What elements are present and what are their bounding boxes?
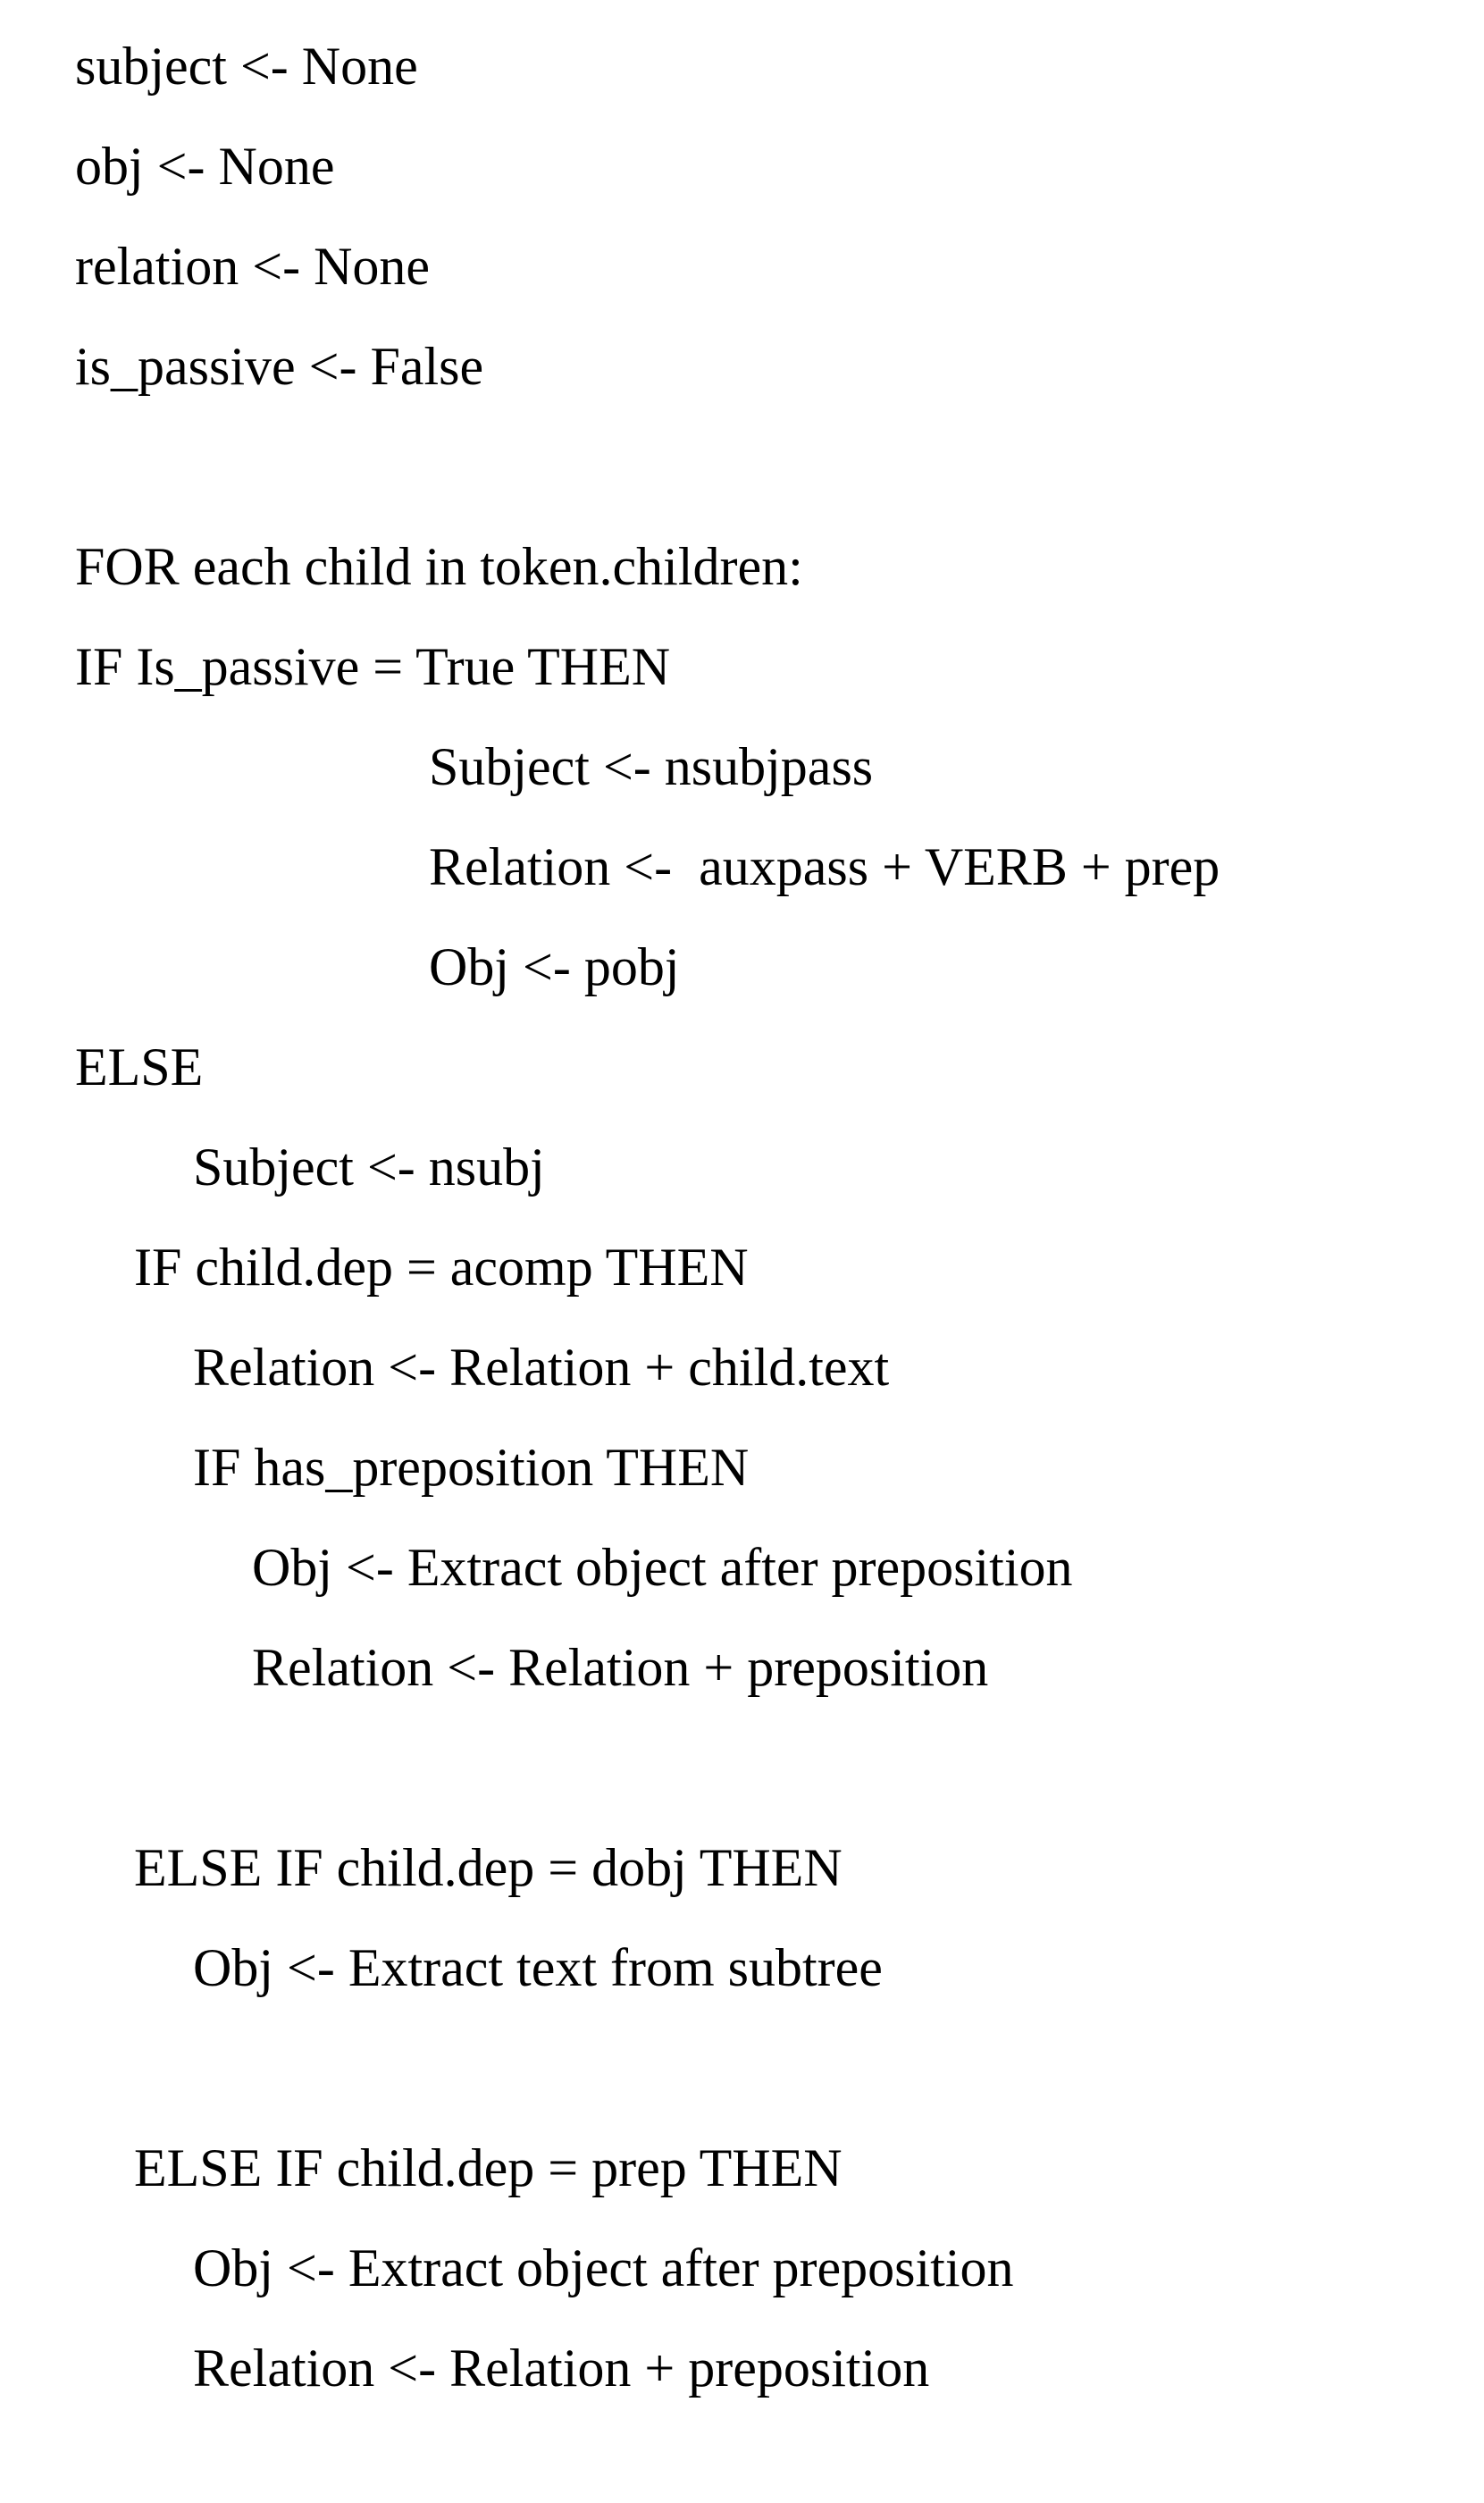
code-line-init-relation: relation <- None [75, 237, 431, 296]
code-line-elif-prep: ELSE IF child.dep = prep THEN [134, 2138, 843, 2197]
code-line-init-is-passive: is_passive <- False [75, 337, 484, 396]
code-line-if-passive: IF Is_passive = True THEN [75, 637, 671, 696]
code-line-if-acomp: IF child.dep = acomp THEN [134, 1238, 749, 1297]
code-line-passive-subject: Subject <- nsubjpass [429, 737, 874, 796]
code-line-acomp-prep-relation: Relation <- Relation + preposition [252, 1638, 989, 1697]
code-line-acomp-obj: Obj <- Extract object after preposition [252, 1538, 1073, 1597]
code-line-elif-dobj: ELSE IF child.dep = dobj THEN [134, 1838, 843, 1897]
code-line-init-obj: obj <- None [75, 137, 335, 196]
code-line-acomp-relation: Relation <- Relation + child.text [193, 1338, 890, 1397]
code-line-passive-obj: Obj <- pobj [429, 937, 680, 996]
code-line-for-loop: FOR each child in token.children: [75, 537, 803, 596]
code-line-passive-relation: Relation <- auxpass + VERB + prep [429, 837, 1220, 896]
code-line-prep-obj: Obj <- Extract object after preposition [193, 2238, 1014, 2297]
code-line-init-subject: subject <- None [75, 37, 418, 96]
code-line-else: ELSE [75, 1037, 204, 1096]
code-line-if-has-preposition: IF has_preposition THEN [193, 1438, 750, 1497]
code-line-active-subject: Subject <- nsubj [193, 1138, 545, 1197]
code-line-dobj-obj: Obj <- Extract text from subtree [193, 1938, 883, 1997]
code-line-prep-relation: Relation <- Relation + preposition [193, 2339, 930, 2398]
